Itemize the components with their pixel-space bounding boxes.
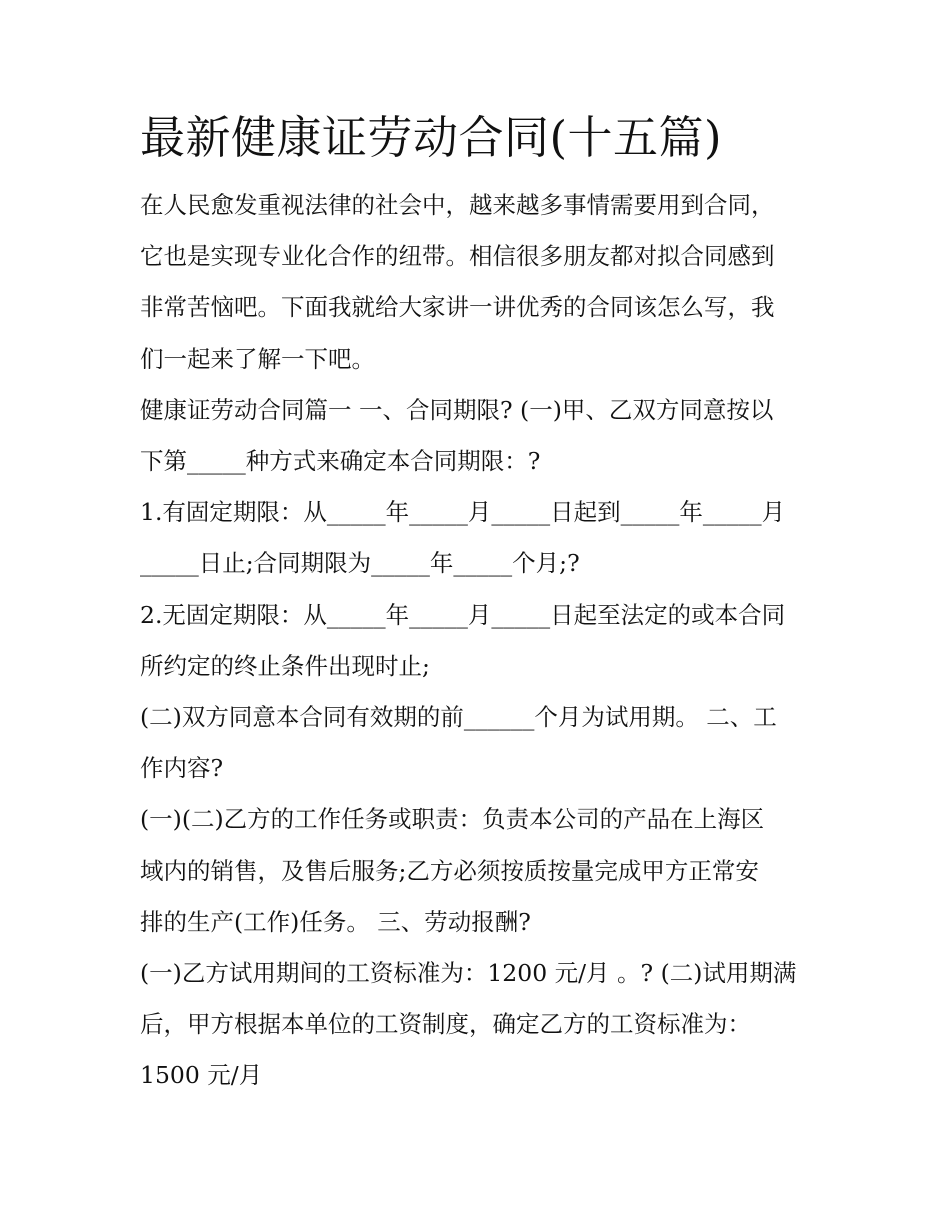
text-line: 非常苦恼吧。下面我就给大家讲一讲优秀的合同该怎么写，我 (140, 293, 775, 322)
text-line: 排的生产(工作)任务。 三、劳动报酬? (140, 907, 531, 936)
text-line: (二)双方同意本合同有效期的前______个月为试用期。 二、工 (140, 703, 777, 732)
text-line: 所约定的终止条件出现时止; (140, 651, 430, 680)
text-line: 们一起来了解一下吧。 (140, 344, 375, 373)
text-line: 域内的销售，及售后服务;乙方必须按质按量完成甲方正常安 (140, 856, 759, 885)
intro-paragraph (140, 180, 814, 385)
job-content-paragraph (140, 794, 814, 948)
text-line: (一)(二)乙方的工作任务或职责：负责本公司的产品在上海区 (140, 805, 765, 834)
salary-paragraph (140, 948, 814, 1102)
text-line: (一)乙方试用期间的工资标准为：1200 元/月 。? (二)试用期满 (140, 959, 797, 988)
text-line: 健康证劳动合同篇一 一、合同期限? (一)甲、乙双方同意按以 (140, 395, 774, 424)
text-line: 下第_____种方式来确定本合同期限：? (140, 447, 541, 476)
text-line: 2.无固定期限：从_____年_____月_____日起至法定的或本合同 (140, 600, 786, 629)
text-line: 它也是实现专业化合作的纽带。相信很多朋友都对拟合同感到 (140, 242, 775, 271)
open-term-paragraph (140, 590, 814, 692)
document-title: 最新健康证劳动合同(十五篇) (140, 111, 723, 164)
text-line: 后，甲方根据本单位的工资制度，确定乙方的工资标准为： (140, 1010, 751, 1039)
text-line: 作内容? (140, 754, 224, 783)
fixed-term-paragraph (140, 487, 814, 589)
contract-term-paragraph (140, 385, 814, 487)
document-body (140, 180, 814, 1102)
text-line: 1.有固定期限：从_____年_____月_____日起到_____年_____月 (140, 498, 786, 527)
text-line: 1500 元/月 (140, 1061, 263, 1090)
text-line: 在人民愈发重视法律的社会中，越来越多事情需要用到合同， (140, 191, 775, 219)
text-line: _____日止;合同期限为_____年_____个月;? (140, 549, 580, 578)
probation-paragraph (140, 692, 814, 794)
